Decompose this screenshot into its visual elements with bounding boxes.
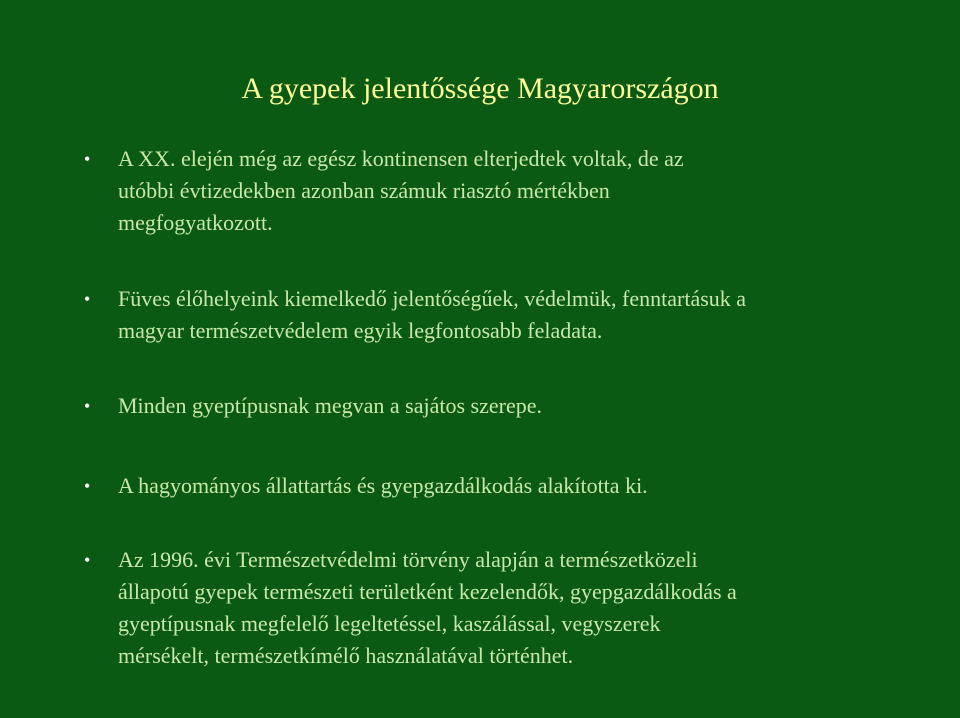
bullet-icon: • — [84, 476, 91, 496]
bullet-text: Az 1996. évi Természetvédelmi törvény alapján a természetközeli állapotú gyepek természeti területként kezelendők, gyepgazdálkodás a gyeptípusnak megfelelő legeltetéssel, kaszálással, vegyszerek mérsékelt, természetkímélő használatával történhet. — [118, 547, 737, 668]
slide-title: A gyepek jelentőssége Magyarországon — [241, 72, 719, 105]
bullet-icon: • — [84, 550, 91, 570]
bullet-icon: • — [84, 289, 91, 309]
bullet-icon: • — [84, 396, 91, 416]
bullet-item — [84, 544, 914, 672]
bullet-item — [84, 390, 884, 422]
bullet-text: A hagyományos állattartás és gyepgazdálkodás alakította ki. — [118, 473, 648, 498]
bullet-text: Minden gyeptípusnak megvan a sajátos szerepe. — [118, 393, 542, 418]
bullet-item — [84, 143, 884, 239]
bullet-text: A XX. elején még az egész kontinensen elterjedtek voltak, de az utóbbi évtizedekben azonban számuk riasztó mértékben megfogyatkozott. — [118, 146, 684, 235]
bullet-text: Füves élőhelyeink kiemelkedő jelentőségűek, védelmük, fenntartásuk a magyar természetvédelem egyik legfontosabb feladata. — [118, 286, 747, 343]
bullet-item — [84, 283, 884, 347]
bullet-item — [84, 470, 884, 502]
bullet-icon: • — [84, 149, 91, 169]
